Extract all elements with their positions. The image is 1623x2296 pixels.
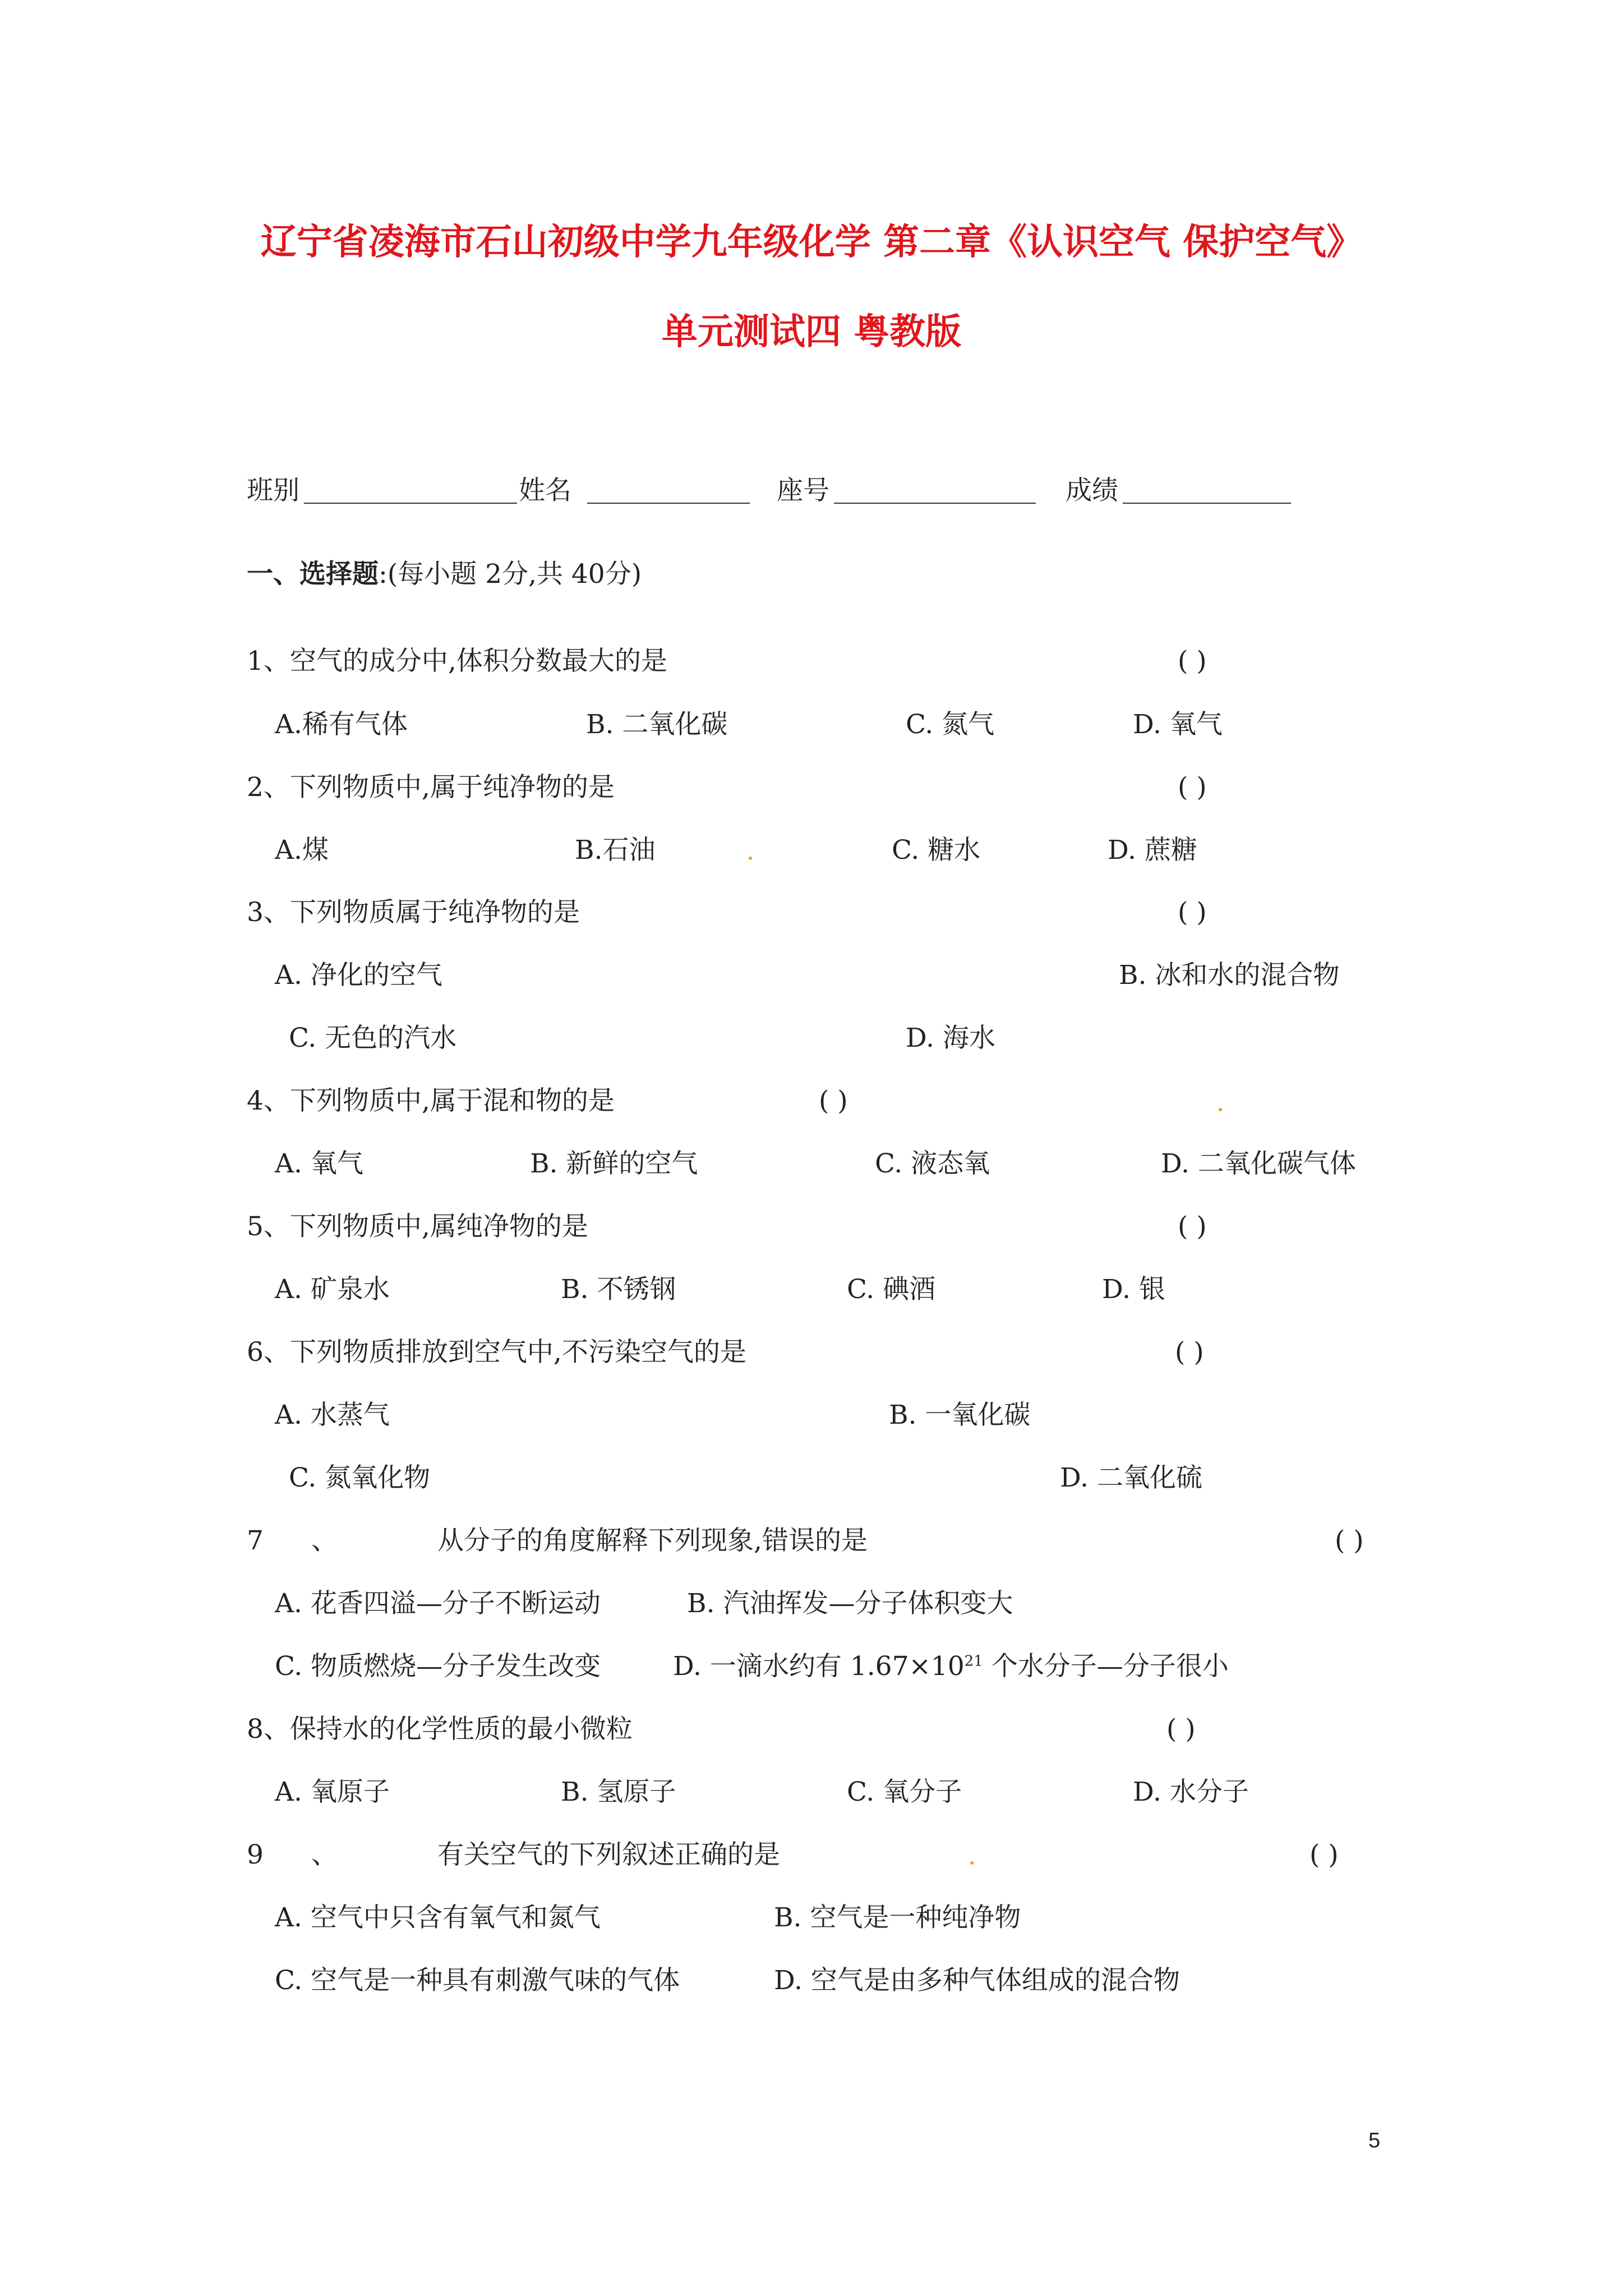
field-seat[interactable]	[777, 477, 1036, 504]
document-title-line2: 单元测试四 粤教版	[661, 311, 962, 353]
q9-option-a[interactable]: A. 空气中只含有氧气和氮气	[275, 1902, 601, 1933]
field-score[interactable]	[1066, 477, 1291, 504]
answer-paren-5[interactable]: ( )	[1178, 1211, 1207, 1242]
answer-paren-1[interactable]: ( )	[1178, 646, 1207, 677]
answer-paren-4[interactable]: ( )	[819, 1085, 848, 1116]
q3-option-a[interactable]: A. 净化的空气	[275, 960, 442, 991]
q7-option-d[interactable]: D. 一滴水约有 $1.67\times 10^{21}$ 个水分子—分子很小	[673, 1651, 1229, 1682]
stray-dot	[970, 1861, 974, 1865]
section-title: 一、选择题	[247, 559, 379, 590]
question-8-stem: 8、保持水的化学性质的最小微粒	[247, 1714, 633, 1745]
q8-option-c[interactable]: C. 氧分子	[847, 1777, 962, 1807]
q1-option-c[interactable]: C. 氮气	[906, 709, 995, 740]
field-score-label: 成绩	[1066, 475, 1118, 506]
answer-paren-7[interactable]: ( )	[1335, 1525, 1364, 1556]
stray-dot	[1219, 1108, 1222, 1111]
q2-option-d[interactable]: D. 蔗糖	[1108, 835, 1197, 866]
q7-option-b[interactable]: B. 汽油挥发—分子体积变大	[687, 1588, 1013, 1619]
question-7-stem: 从分子的角度解释下列现象,错误的是	[437, 1525, 868, 1556]
question-7-separator: 、	[311, 1525, 338, 1556]
answer-paren-9[interactable]: ( )	[1310, 1839, 1339, 1870]
q3-option-c[interactable]: C. 无色的汽水	[289, 1023, 457, 1053]
question-5-stem: 5、下列物质中,属纯净物的是	[247, 1211, 588, 1242]
q3-option-d[interactable]: D. 海水	[906, 1023, 995, 1053]
q2-option-a[interactable]: A.煤	[275, 835, 329, 866]
q9-option-b[interactable]: B. 空气是一种纯净物	[774, 1902, 1021, 1933]
q7-option-c[interactable]: C. 物质燃烧—分子发生改变	[275, 1651, 601, 1682]
field-class[interactable]	[247, 477, 517, 504]
question-1-stem: 1、空气的成分中,体积分数最大的是	[247, 646, 667, 677]
q5-option-d[interactable]: D. 银	[1102, 1274, 1165, 1305]
q1-option-a[interactable]: A.稀有气体	[275, 709, 408, 740]
q6-option-d[interactable]: D. 二氧化硫	[1060, 1462, 1202, 1493]
field-name-blank[interactable]	[587, 477, 750, 504]
q8-option-b[interactable]: B. 氢原子	[561, 1777, 676, 1807]
question-3-stem: 3、下列物质属于纯净物的是	[247, 897, 580, 928]
question-2-stem: 2、下列物质中,属于纯净物的是	[247, 772, 615, 803]
question-6-stem: 6、下列物质排放到空气中,不污染空气的是	[247, 1337, 746, 1368]
q5-option-b[interactable]: B. 不锈钢	[561, 1274, 676, 1305]
field-seat-blank[interactable]	[834, 477, 1036, 504]
q5-option-c[interactable]: C. 碘酒	[847, 1274, 936, 1305]
q6-option-c[interactable]: C. 氮氧化物	[289, 1462, 431, 1493]
q8-option-d[interactable]: D. 水分子	[1133, 1777, 1249, 1807]
section-note: :(每小题 2分,共 40分)	[379, 559, 642, 590]
q1-option-b[interactable]: B. 二氧化碳	[586, 709, 728, 740]
document-title-line1: 辽宁省凌海市石山初级中学九年级化学 第二章《认识空气 保护空气》	[260, 222, 1363, 263]
answer-paren-6[interactable]: ( )	[1175, 1337, 1204, 1368]
question-9-separator: 、	[311, 1839, 338, 1870]
q2-option-b[interactable]: B.石油	[575, 835, 656, 866]
field-name[interactable]	[519, 477, 750, 504]
field-seat-label: 座号	[777, 475, 829, 506]
answer-paren-2[interactable]: ( )	[1178, 772, 1207, 803]
q6-option-a[interactable]: A. 水蒸气	[275, 1400, 390, 1430]
q4-option-d[interactable]: D. 二氧化碳气体	[1161, 1148, 1356, 1179]
q9-option-d[interactable]: D. 空气是由多种气体组成的混合物	[774, 1965, 1180, 1996]
question-9-number: 9	[247, 1839, 264, 1870]
section-heading	[247, 559, 642, 590]
q7-option-a[interactable]: A. 花香四溢—分子不断运动	[275, 1588, 601, 1619]
q5-option-a[interactable]: A. 矿泉水	[275, 1274, 390, 1305]
q9-option-c[interactable]: C. 空气是一种具有刺激气味的气体	[275, 1965, 680, 1996]
q6-option-b[interactable]: B. 一氧化碳	[889, 1400, 1031, 1430]
stray-dot	[749, 857, 752, 860]
question-9-stem: 有关空气的下列叙述正确的是	[437, 1839, 780, 1870]
q4-option-a[interactable]: A. 氧气	[275, 1148, 363, 1179]
q4-option-b[interactable]: B. 新鲜的空气	[530, 1148, 698, 1179]
field-name-label: 姓名	[519, 475, 571, 506]
q4-option-c[interactable]: C. 液态氧	[875, 1148, 990, 1179]
field-score-blank[interactable]	[1123, 477, 1291, 504]
field-class-label: 班别	[247, 475, 299, 506]
page-number: 5	[1368, 2129, 1381, 2152]
answer-paren-8[interactable]: ( )	[1166, 1714, 1196, 1745]
answer-paren-3[interactable]: ( )	[1178, 897, 1207, 928]
q8-option-a[interactable]: A. 氧原子	[275, 1777, 390, 1807]
q1-option-d[interactable]: D. 氧气	[1133, 709, 1223, 740]
question-7-number: 7	[247, 1525, 264, 1556]
field-class-blank[interactable]	[304, 477, 517, 504]
q2-option-c[interactable]: C. 糖水	[892, 835, 981, 866]
q3-option-b[interactable]: B. 冰和水的混合物	[1119, 960, 1340, 991]
question-4-stem: 4、下列物质中,属于混和物的是	[247, 1085, 615, 1116]
